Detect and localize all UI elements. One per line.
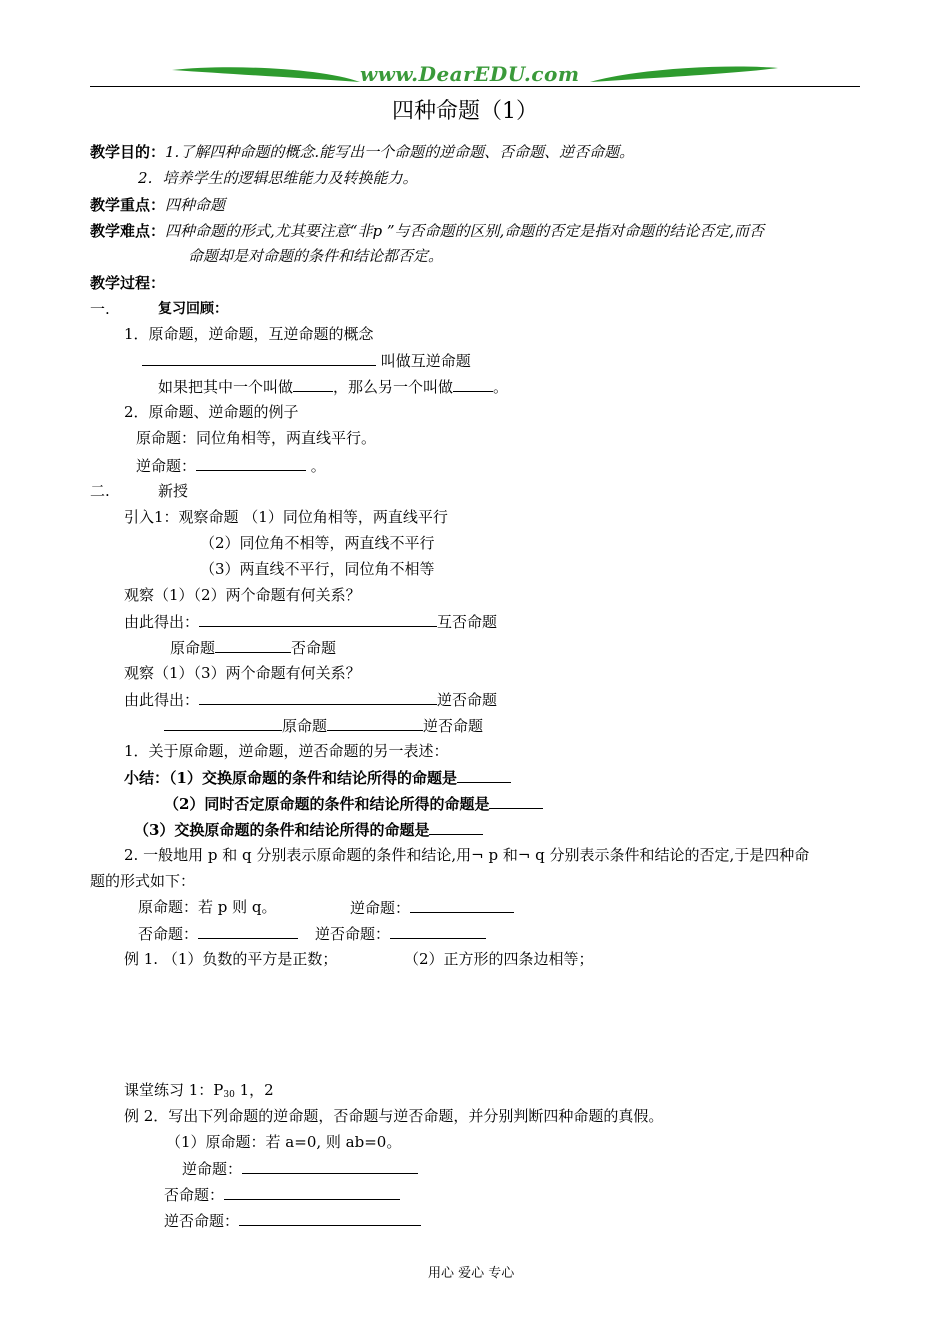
sec1-item2: 2．原命题、逆命题的例子 xyxy=(124,403,299,421)
difficulty-text1: 四种命题的形式,尤其要注意“非p ”与否命题的区别,命题的否定是指对命题的结论否定,而否 xyxy=(165,222,765,240)
sec2-derive1 xyxy=(124,611,497,632)
page-title: 四种命题（1） xyxy=(392,99,538,124)
difficulty-label: 教学难点： xyxy=(90,222,166,240)
example2-contra xyxy=(164,1210,421,1231)
text: 如果把其中一个叫做 xyxy=(158,378,294,396)
text: 。 xyxy=(493,378,509,396)
sec1-conv-example xyxy=(136,455,326,476)
text: 否命题 xyxy=(291,639,337,657)
sec1-orig-example: 原命题：同位角相等，两直线平行。 xyxy=(136,429,377,447)
text: 原命题 xyxy=(282,717,328,735)
form-neg xyxy=(138,923,298,944)
text: 逆否命题： xyxy=(315,925,391,943)
difficulty-text2: 命题却是对命题的条件和结论都否定。 xyxy=(188,247,444,265)
objective-label: 教学目的： xyxy=(90,143,166,161)
text: 否命题： xyxy=(164,1186,225,1204)
keypoint-line xyxy=(90,195,225,215)
answer-blank[interactable] xyxy=(239,1210,421,1226)
answer-blank[interactable] xyxy=(429,819,483,835)
answer-blank[interactable] xyxy=(293,376,333,392)
sec2-orig-neg-line xyxy=(170,637,336,658)
header-logo xyxy=(170,60,780,90)
answer-blank[interactable] xyxy=(142,350,376,366)
text: 原命题 xyxy=(170,639,216,657)
answer-blank[interactable] xyxy=(410,897,514,913)
sec2-obs1: 观察（1）（2）两个命题有何关系？ xyxy=(124,586,361,604)
text: 小结：（1）交换原命题的条件和结论所得的命题是 xyxy=(124,769,457,787)
example1-a: 例 1. （1）负数的平方是正数； xyxy=(124,950,338,968)
objective-text1: 1.了解四种命题的概念.能写出一个命题的逆命题、否命题、逆否命题。 xyxy=(165,143,635,161)
sec2-intro3: （3）两直线不平行，同位角不相等 xyxy=(200,560,435,578)
objective-text2: 2．培养学生的逻辑思维能力及转换能力。 xyxy=(138,169,418,187)
example1-b: （2）正方形的四条边相等； xyxy=(404,950,594,968)
form-orig: 原命题：若 p 则 q。 xyxy=(138,898,277,916)
text: 逆否命题 xyxy=(423,717,484,735)
text: 逆命题： xyxy=(350,899,411,917)
sec2-item1: 1．关于原命题，逆命题，逆否命题的另一表述： xyxy=(124,742,449,760)
sec1-item1-tail: 叫做互逆命题 xyxy=(380,352,471,370)
summary-line2 xyxy=(164,793,543,814)
sec2-item2-line2: 题的形式如下： xyxy=(90,872,196,890)
answer-blank[interactable] xyxy=(327,715,423,731)
logo-text: www.DearEDU.com xyxy=(360,62,580,86)
text: 逆命题： xyxy=(136,457,197,475)
text: （2）同时否定原命题的条件和结论所得的命题是 xyxy=(164,795,490,813)
sec1-item1-line2 xyxy=(158,376,508,397)
sec1-item1: 1．原命题，逆命题，互逆命题的概念 xyxy=(124,325,374,343)
sec2-derive2 xyxy=(124,689,497,710)
practice-page-sub: 30 xyxy=(223,1090,235,1100)
answer-blank[interactable] xyxy=(198,923,298,939)
text: 逆命题： xyxy=(182,1160,243,1178)
keypoint-label: 教学重点： xyxy=(90,196,166,214)
sec2-obs2: 观察（1）（3）两个命题有何关系？ xyxy=(124,664,361,682)
answer-blank[interactable] xyxy=(453,376,493,392)
example2-conv xyxy=(182,1158,418,1179)
answer-blank[interactable] xyxy=(196,455,306,471)
keypoint-text: 四种命题 xyxy=(165,196,226,214)
text: 逆否命题 xyxy=(437,691,498,709)
objective-line1 xyxy=(90,142,634,162)
answer-blank[interactable] xyxy=(199,611,437,627)
text: 逆否命题： xyxy=(164,1212,240,1230)
text: （3）交换原命题的条件和结论所得的命题是 xyxy=(134,821,430,839)
example2-orig: （1）原命题：若 a=0, 则 ab=0。 xyxy=(166,1133,402,1151)
text: 否命题： xyxy=(138,925,199,943)
page-footer: 用心 爱心 专心 xyxy=(428,1266,515,1281)
sec1-item1-blank-line xyxy=(142,350,471,371)
answer-blank[interactable] xyxy=(242,1158,418,1174)
text: 课堂练习 1：P xyxy=(124,1081,224,1099)
answer-blank[interactable] xyxy=(489,793,543,809)
practice-line xyxy=(124,1080,274,1105)
form-conv xyxy=(350,897,514,918)
sec2-title: 新授 xyxy=(158,482,189,500)
text: 。 xyxy=(310,457,326,475)
answer-blank[interactable] xyxy=(224,1184,400,1200)
text: 由此得出： xyxy=(124,613,200,631)
text: ，那么另一个叫做 xyxy=(333,378,454,396)
example2: 例 2．写出下列命题的逆命题，否命题与逆否命题，并分别判断四种命题的真假。 xyxy=(124,1107,664,1125)
answer-blank[interactable] xyxy=(215,637,291,653)
sec2-num: 二. xyxy=(90,482,110,500)
text: 由此得出： xyxy=(124,691,200,709)
form-contra xyxy=(315,923,486,944)
process-label: 教学过程： xyxy=(90,274,166,292)
sec2-orig-contra-line xyxy=(164,715,483,736)
answer-blank[interactable] xyxy=(390,923,486,939)
sec2-intro2: （2）同位角不相等，两直线不平行 xyxy=(200,534,435,552)
sec1-title: 复习回顾： xyxy=(158,301,228,317)
answer-blank[interactable] xyxy=(457,767,511,783)
answer-blank[interactable] xyxy=(199,689,437,705)
text: 1，2 xyxy=(234,1081,274,1099)
sec2-item2-line1: 2. 一般地用 p 和 q 分别表示原命题的条件和结论,用¬ p 和¬ q 分别表示条件和结论的否定,于是四种命 xyxy=(124,846,810,864)
answer-blank[interactable] xyxy=(164,715,282,731)
text: 互否命题 xyxy=(437,613,498,631)
difficulty-line1 xyxy=(90,221,764,241)
sec1-num: 一. xyxy=(90,300,110,318)
summary-line1 xyxy=(124,767,511,788)
summary-line3 xyxy=(134,819,483,840)
sec2-intro1: 引入1：观察命题 （1）同位角相等，两直线平行 xyxy=(124,508,448,526)
example2-neg xyxy=(164,1184,400,1205)
